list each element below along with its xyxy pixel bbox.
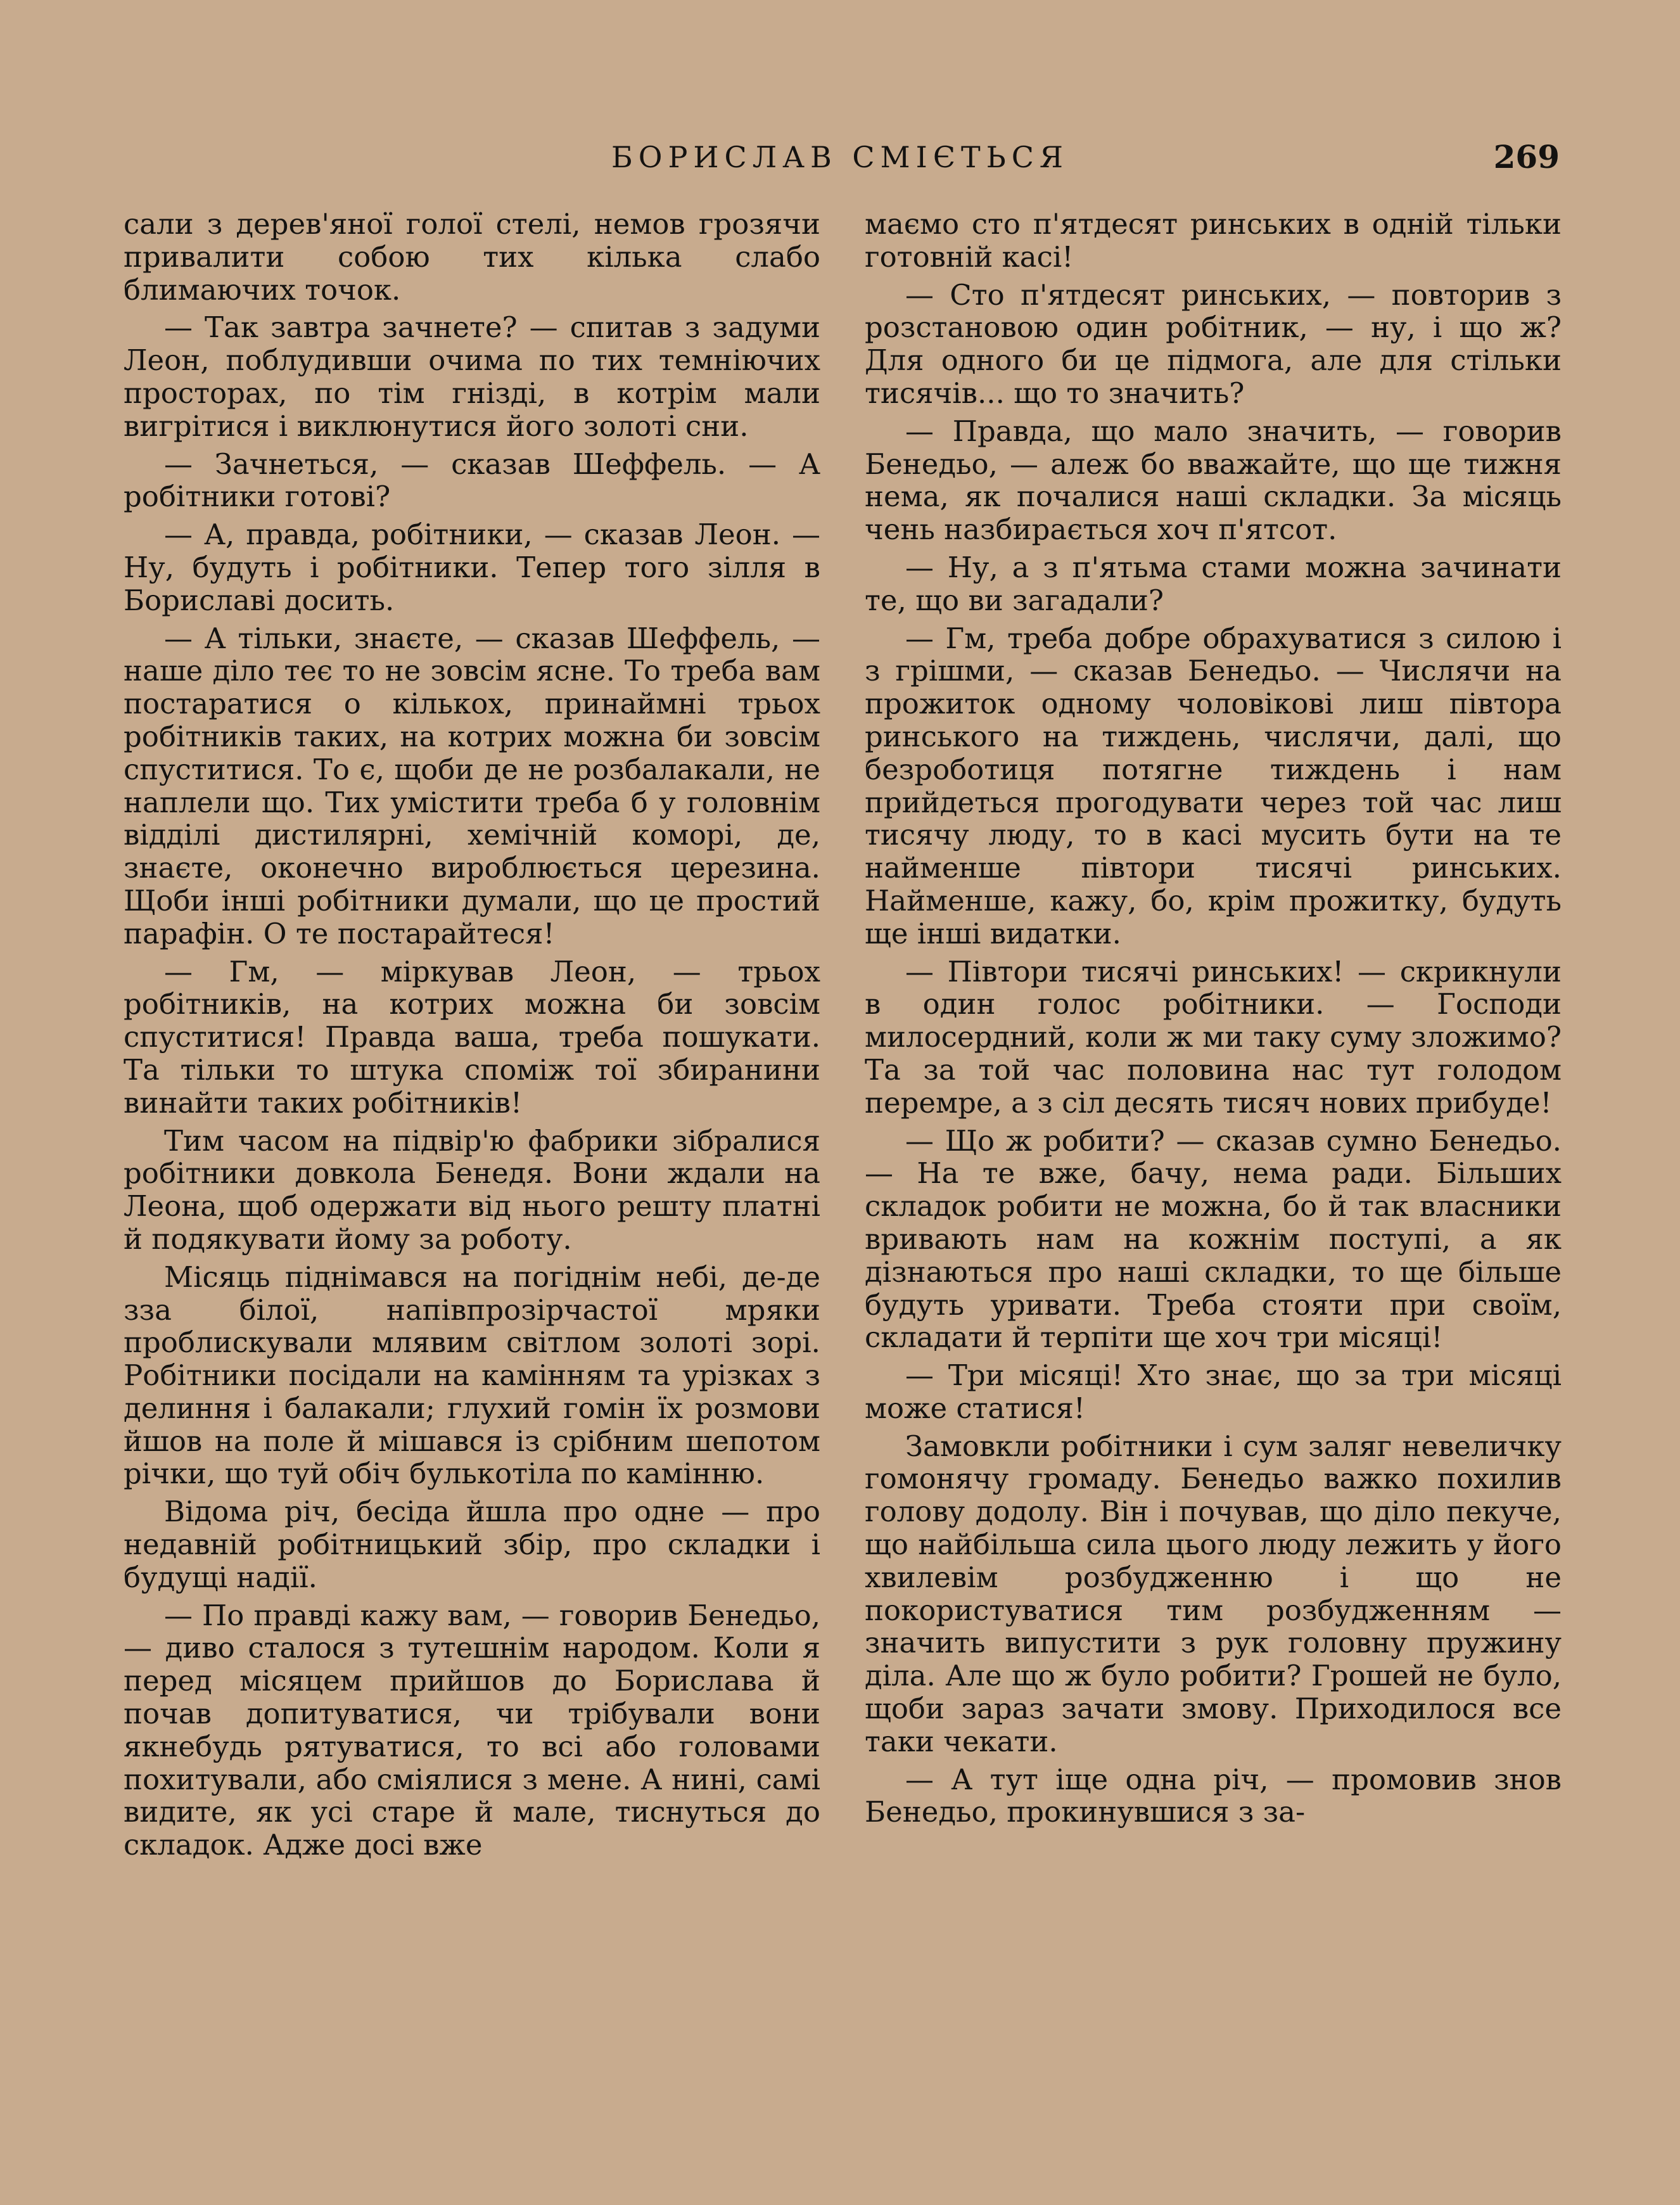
paragraph: Тим часом на підвір'ю фабрики зібралися робітники довкола Бенедя. Вони ждали на Леона, щоб одержати від нього решту платні й подякувати йому за роботу.	[124, 1123, 820, 1256]
paragraph: — Гм, треба добре обрахуватися з силою і з грішми, — сказав Бенедьо. — Числячи на прожиток одному чоловікові лиш півтора ринського на тиждень, числячи, далі, що безроботиця потягне тиждень і нам прийдеться прогодувати через той час лиш тисячу люду, то в касі мусить бути на те найменше півтори тисячі ринських. Найменше, кажу, бо, крім прожитку, будуть ще інші видатки.	[865, 621, 1562, 950]
paragraph: — Сто п'ятдесят ринських, — повторив з розстановою один робітник, — ну, і що ж? Для одного би це підмога, але для стільки тисячів... що то значить?	[865, 278, 1562, 410]
paragraph: — Так завтра зачнете? — спитав з задуми Леон, поблудивши очима по тих темніючих просторах, по тім гнізді, в котрім мали вигрітися і виклюнутися його золоті сни.	[124, 310, 820, 443]
page-number: 269	[1493, 138, 1560, 176]
paragraph: — А тут іще одна річ, — промовив знов Бенедьо, прокинувшися з за-	[865, 1762, 1562, 1829]
paragraph: — Правда, що мало значить, — говорив Бенедьо, — алеж бо вважайте, що ще тижня нема, як почалися наші складки. За місяць чень назбирається хоч п'ятсот.	[865, 414, 1562, 547]
paragraph: — Що ж робити? — сказав сумно Бенедьо. — На те вже, бачу, нема ради. Більших складок робити не можна, бо й так власники вривають нам на кожнім поступі, а як дізнаються про наші складки, то ще більше будуть уривати. Треба стояти при своїм, складати й терпіти ще хоч три місяці!	[865, 1123, 1562, 1355]
paragraph: — Три місяці! Хто знає, що за три місяці може статися!	[865, 1358, 1562, 1425]
running-head	[120, 139, 1560, 184]
paragraph: — Ну, а з п'ятьма стами можна зачинати те, що ви загадали?	[865, 550, 1562, 617]
running-title: БОРИСЛАВ СМІЄТЬСЯ	[611, 140, 1069, 174]
paragraph: — А, правда, робітники, — сказав Леон. — Ну, будуть і робітники. Тепер того зілля в Бориславі досить.	[124, 518, 820, 617]
paragraph: Відома річ, бесіда йшла про одне — про недавній робітницький збір, про складки і будущі надії.	[124, 1495, 820, 1594]
paragraph: — Зачнеться, — сказав Шеффель. — А робітники готові?	[124, 447, 820, 514]
paragraph: Місяць піднімався на погіднім небі, де-де зза білої, напівпрозірчастої мряки проблискували млявим світлом золоті зорі. Робітники посідали на камінням та урізках з делиння і балакали; глухий гомін їх розмови йшов на поле й мішався із срібним шепотом річки, що туй обіч булькотіла по камінню.	[124, 1260, 820, 1491]
paragraph: сали з дерев'яної голої стелі, немов грозячи привалити собою тих кілька слабо блимаючих точок.	[124, 207, 820, 307]
paragraph: маємо сто п'ятдесят ринських в одній тільки готовній касі!	[865, 207, 1562, 274]
paragraph: — Гм, — міркував Леон, — трьох робітників, на котрих можна би зовсім спуститися! Правда ваша, треба пошукати. Та тільки то штука споміж тої збиранини винайти таких робітників!	[124, 954, 820, 1120]
paragraph: — Півтори тисячі ринських! — скрикнули в один голос робітники. — Господи милосердний, коли ж ми таку суму зложимо? Та за той час половина нас тут голодом перемре, а з сіл десять тисяч нових прибуде!	[865, 954, 1562, 1120]
right-column	[865, 208, 1562, 1834]
paragraph: — А тільки, знаєте, — сказав Шеффель, — наше діло теє то не зовсім ясне. То треба вам постаратися о кількох, принаймні трьох робітників таких, на котрих можна би зовсім спуститися. То є, щоби де не розбалакали, не наплели що. Тих умістити треба б у головнім відділі дистилярні, хемічній коморі, де, знаєте, оконечно вироблюється церезина. Щоби інші робітники думали, що це простий парафін. О те постарайтеся!	[124, 621, 820, 950]
paragraph: Замовкли робітники і сум заляг невеличку гомонячу громаду. Бенедьо важко похилив голову додолу. Він і почував, що діло пекуче, що найбільша сила цього люду лежить у його хвилевім розбудженню і що не покористуватися тим розбудженням — значить випустити з рук головну пружину діла. Але що ж було робити? Грошей не було, щоби зараз зачати змову. Приходилося все таки чекати.	[865, 1429, 1562, 1758]
paragraph: — По правді кажу вам, — говорив Бенедьо, — диво сталося з тутешнім народом. Коли я перед місяцем прийшов до Борислава й почав допитуватися, чи трібували вони якнебудь рятуватися, то всі або головами похитували, або сміялися з мене. А нині, самі видите, як усі старе й мале, тиснуться до складок. Адже досі вже	[124, 1598, 820, 1862]
left-column	[124, 208, 820, 1867]
